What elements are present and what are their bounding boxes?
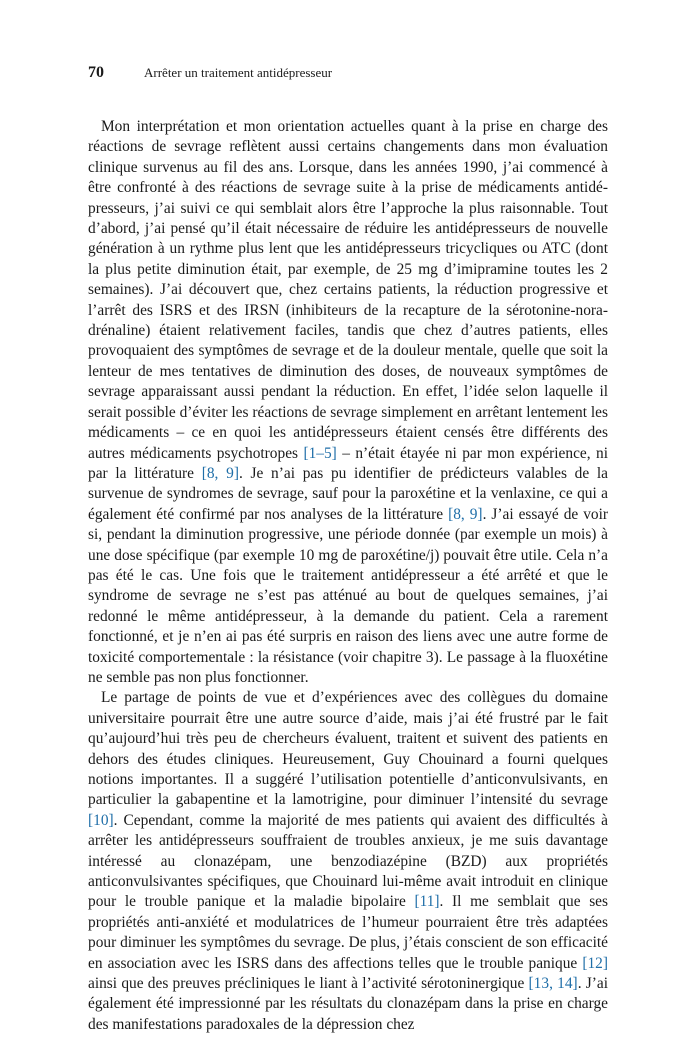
- citation-link[interactable]: [12]: [582, 954, 608, 972]
- text-segment: . Je n’ai pas pu identifier de prédicteurs valables de la survenue de syndromes de sevrage, sauf pour la paroxétine et la venlaxine, ce qui a également été confirmé par nos analyses de la littérature: [88, 464, 609, 523]
- citation-link[interactable]: [8, 9]: [201, 464, 239, 482]
- running-title: Arrêter un traitement antidépresseur: [144, 65, 333, 80]
- citation-link[interactable]: [8, 9]: [448, 505, 483, 523]
- running-header: [88, 64, 332, 86]
- citation-link[interactable]: [10]: [88, 811, 114, 829]
- text-segment: . Cependant, comme la majorité de mes patients qui avaient des difficultés à arrêter les antidépresseurs souffraient de troubles anxieux, je me suis davantage intéressé au clonazépam, une benzodiazépine (BZD) aux propriétés anticonvulsivantes spécifiques, que Chouinard lui-même avait introduit en clinique pour le trouble panique et la maladie bipolaire: [88, 811, 608, 911]
- citation-link[interactable]: [1–5]: [303, 444, 337, 462]
- paragraph: [88, 117, 608, 688]
- text-segment: . Il me semblait que ses propriétés anti-anxiété et modulatrices de l’humeur pourraient être très adaptées pour diminuer les symptômes du sevrage. De plus, j’étais conscient de son efficacité en association avec les ISRS dans des affections telles que le trouble panique: [88, 893, 609, 972]
- text-segment: Le partage de points de vue et d’expériences avec des collègues du domaine universitaire pourrait être une autre source d’aide, mais j’ai été frustré par le fait qu’aujourd’hui très peu de chercheurs évaluent, traitent et suivent des patients en dehors des études cliniques. Heureusement, Guy Chouinard a fourni quelques notions importantes. Il a suggéré l’utilisation potentielle d’anticonvulsivants, en particulier la gabapentine et la lamotrigine, pour diminuer l’intensité du sevrage: [88, 689, 608, 809]
- text-segment: – n’était étayée ni par mon expérience, ni par la littérature: [88, 444, 608, 482]
- text-segment: . J’ai essayé de voir si, pendant la diminution progressive, une période donnée (par exemple un mois) à une dose spécifique (par exemple 10 mg de paroxétine/j) pouvait être utile. Cela n’a pas été le cas. Une fois que le traitement antidépresseur a été arrêté et que le syndrome de sevrage ne s’est pas atténué au bout de quelques semaines, j’ai redonné le même antidépresseur, à la demande du patient. Cela a rarement fonctionné, et je n’en ai pas été surpris en raison des liens avec une autre forme de toxicité comportementale : la résistance (voir chapitre 3). Le passage à la fluoxétine ne semble pas non plus fonctionner.: [88, 505, 608, 686]
- citation-link[interactable]: [11]: [414, 893, 440, 911]
- text-segment: Mon interprétation et mon orientation actuelles quant à la prise en charge des réactions de sevrage reflètent aussi certains changements dans mon évaluation clinique survenus au fil des ans. Lorsque, dans les années 1990, j’ai commencé à être confronté à des réactions de sevrage suite à la prise de médicaments antidépresseurs, j’ai suivi ce qui semblait alors être l’approche la plus raisonnable. Tout d’abord, j’ai pensé qu’il était nécessaire de réduire les antidépresseurs de nouvelle génération à un rythme plus lent que les antidépresseurs tricycliques ou ATC (dont la plus petite diminution était, par exemple, de 25 mg d’imipramine toutes les 2 semaines). J’ai découvert que, chez certains patients, la réduction progressive et l’arrêt des ISRS et des IRSN (inhibiteurs de la recapture de la sérotonine-noradrénaline) étaient relativement faciles, tandis que chez d’autres patients, elles provoquaient des symptômes de sevrage et de la douleur mentale, quelle que soit la lenteur de mes tentatives de diminution des doses, de nouveaux symptômes de sevrage apparaissant aussi pendant la réduction. En effet, l’idée selon laquelle il serait possible d’éviter les réactions de sevrage simplement en arrêtant lentement les médicaments – ce en quoi les antidépresseurs étaient censés être différents des autres médicaments psychotropes: [88, 118, 608, 462]
- text-segment: ainsi que des preuves précliniques le liant à l’activité sérotoninergique: [88, 975, 529, 993]
- citation-link[interactable]: [13, 14]: [528, 975, 578, 993]
- body-text: [88, 117, 608, 1035]
- text-segment: . J’ai également été impressionné par les résultats du clonazépam dans la prise en charge des manifestations paradoxales de la dépression chez: [88, 975, 609, 1033]
- paragraph: [88, 688, 608, 1035]
- page-number: 70: [88, 64, 104, 81]
